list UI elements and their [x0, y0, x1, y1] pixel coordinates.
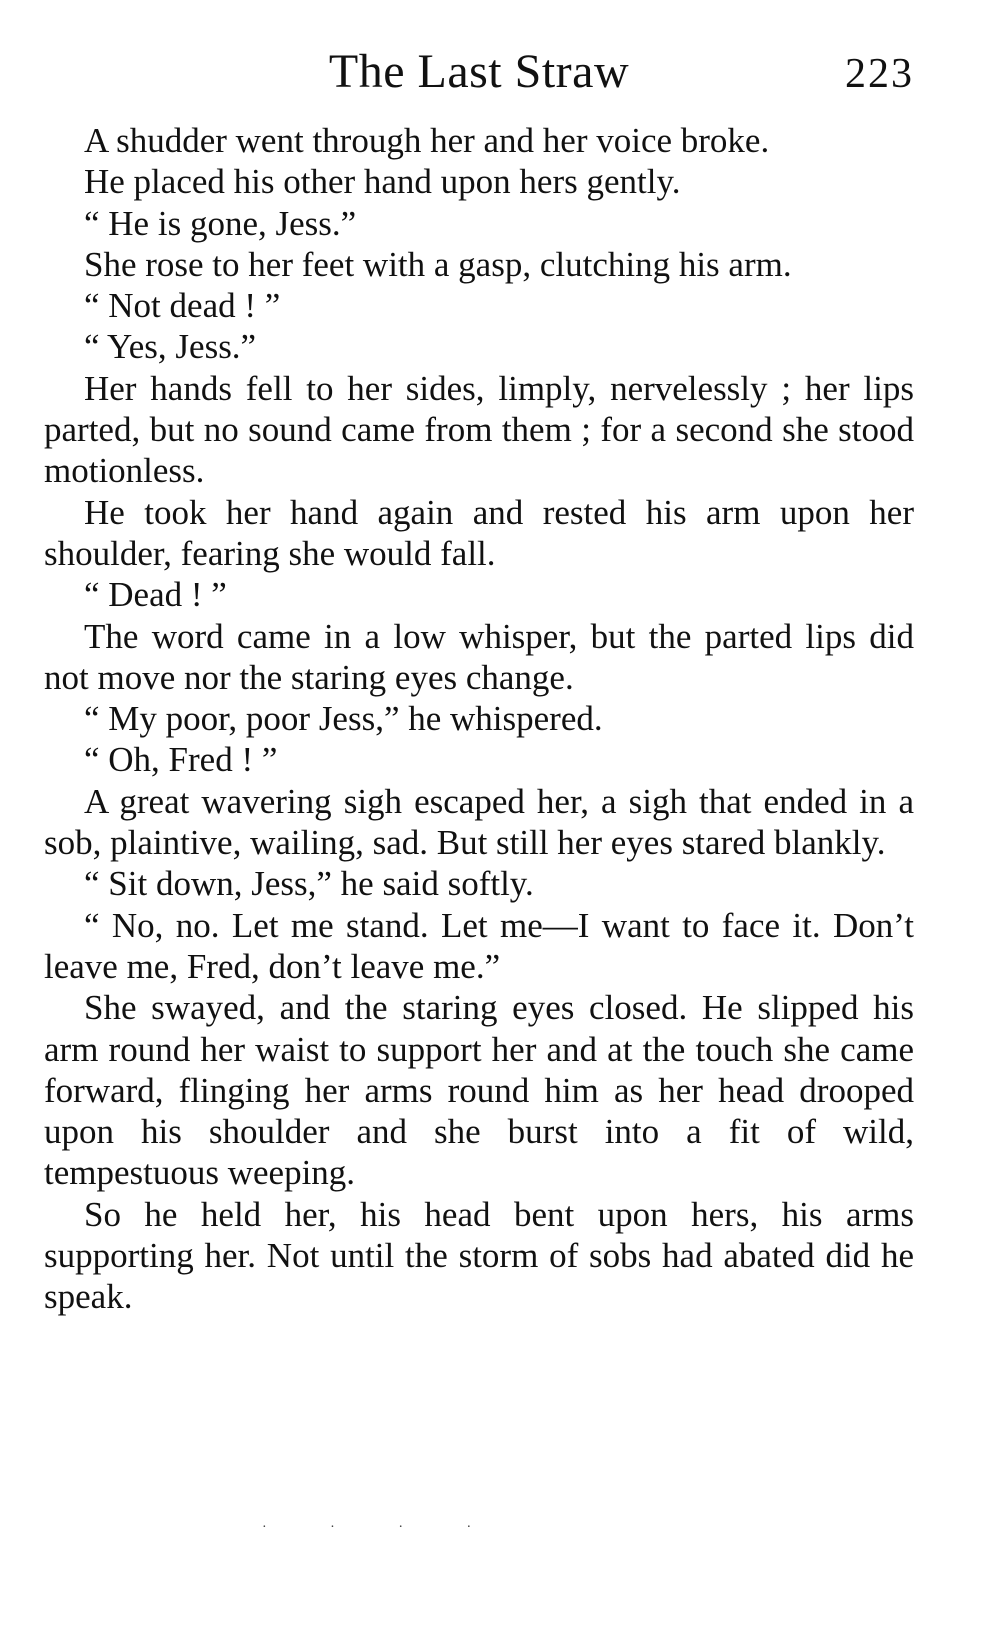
paragraph: She rose to her feet with a gasp, clutching his arm. — [84, 244, 792, 284]
paragraph: A shudder went through her and her voice broke. — [84, 121, 770, 160]
page-number: 223 — [845, 51, 914, 97]
paragraph: He took her hand again and rested his arm upon her shoulder, fearing she would fall. — [44, 492, 914, 573]
paragraph: “ Oh, Fred ! ” — [84, 740, 278, 780]
book-page — [44, 40, 914, 1318]
paragraph: “ Sit down, Jess,” he said softly. — [84, 864, 534, 904]
paragraph: So he held her, his head bent upon hers, his arms supporting her. Not until the storm of sobs had abated did he speak. — [44, 1194, 914, 1317]
paragraph: “ Yes, Jess.” — [84, 327, 257, 367]
paragraph: He placed his other hand upon hers gently. — [84, 162, 681, 202]
paragraph: “ He is gone, Jess.” — [84, 203, 357, 243]
paragraph: Her hands fell to her sides, limply, nervelessly ; her lips parted, but no sound came from them ; for a second she stood motionless. — [44, 368, 914, 491]
paragraph: The word came in a low whisper, but the parted lips did not move nor the staring eyes change. — [44, 616, 914, 697]
print-specks: · · · · — [262, 1520, 502, 1535]
paragraph: “ Dead ! ” — [84, 575, 227, 615]
paragraph: She swayed, and the staring eyes closed. He slipped his arm round her waist to support her and at the touch she came forward, flinging her arms round him as her head drooped upon his shoulder and she burst into a fit of wild, tempestuous weeping. — [44, 988, 914, 1193]
body-text — [44, 120, 914, 1318]
running-header — [44, 40, 914, 110]
running-title: The Last Straw — [328, 45, 630, 98]
paragraph: A great wavering sigh escaped her, a sigh that ended in a sob, plaintive, wailing, sad. But still her eyes stared blankly. — [44, 781, 914, 863]
paragraph: “ Not dead ! ” — [84, 286, 281, 326]
paragraph: “ My poor, poor Jess,” he whispered. — [84, 699, 603, 739]
paragraph: “ No, no. Let me stand. Let me—I want to face it. Don’t leave me, Fred, don’t leave me.” — [44, 905, 914, 986]
